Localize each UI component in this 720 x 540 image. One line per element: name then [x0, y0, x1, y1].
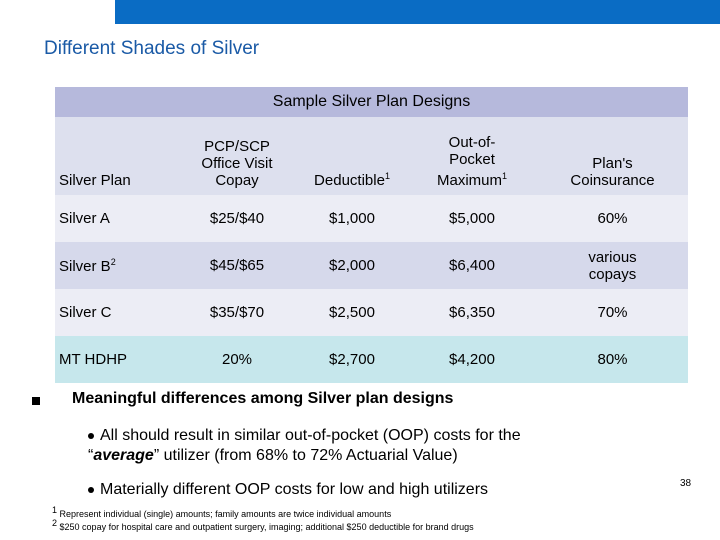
cell-deductible: $2,500	[297, 289, 407, 336]
table-caption: Sample Silver Plan Designs	[55, 87, 688, 117]
table-row-silver-b	[55, 242, 688, 289]
cell-plan: Silver A	[55, 195, 177, 242]
cell-oop: $4,200	[407, 336, 537, 383]
table-row-silver-a	[55, 195, 688, 242]
slide-title: Different Shades of Silver	[44, 38, 260, 59]
round-bullet-icon	[88, 433, 94, 439]
cell-copay: 20%	[177, 336, 297, 383]
silver-plan-table	[55, 87, 688, 383]
bullet-sub-2: Materially different OOP costs for low and high utilizers	[88, 480, 688, 500]
header-oop-max: Out-of- Pocket Maximum$^1$	[407, 117, 537, 195]
cell-coinsurance: 80%	[537, 336, 688, 383]
page-number: 38	[680, 478, 692, 489]
header-coinsurance: Plan's Coinsurance	[537, 117, 688, 195]
footnote-2: $^2$ $250 copay for hospital care and outpatient surgery, imaging; additional $250 deductible for brand drugs	[52, 518, 474, 532]
cell-oop: $6,400	[407, 242, 537, 289]
header-deductible: Deductible$^1$	[297, 117, 407, 195]
cell-plan: Silver $B^2$	[55, 242, 177, 289]
cell-copay: $25/$40	[177, 195, 297, 242]
bullet-sub-1: All should result in similar out-of-pocket (OOP) costs for the “average” utilizer (from 68% to 72% Actuarial Value)	[88, 427, 521, 464]
table-row-silver-c	[55, 289, 688, 336]
cell-coinsurance: various copays	[537, 242, 688, 289]
header-copay: PCP/SCP Office Visit Copay	[177, 117, 297, 195]
square-bullet-icon	[32, 397, 40, 405]
cell-oop: $5,000	[407, 195, 537, 242]
cell-deductible: $2,700	[297, 336, 407, 383]
cell-plan: MT HDHP	[55, 336, 177, 383]
table-header-row	[55, 117, 688, 195]
cell-copay: $35/$70	[177, 289, 297, 336]
table-row-mt-hdhp	[55, 336, 688, 383]
footnote-1: $^1$ Represent individual (single) amounts; family amounts are twice individual amounts	[52, 505, 392, 519]
cell-copay: $45/$65	[177, 242, 297, 289]
cell-plan: Silver C	[55, 289, 177, 336]
top-accent-bar	[115, 0, 720, 24]
cell-coinsurance: 60%	[537, 195, 688, 242]
header-silver-plan: Silver Plan	[55, 117, 177, 195]
cell-oop: $6,350	[407, 289, 537, 336]
cell-deductible: $2,000	[297, 242, 407, 289]
round-bullet-icon	[88, 487, 94, 493]
cell-coinsurance: 70%	[537, 289, 688, 336]
bullet-main: Meaningful differences among Silver plan designs	[72, 390, 454, 407]
cell-deductible: $1,000	[297, 195, 407, 242]
